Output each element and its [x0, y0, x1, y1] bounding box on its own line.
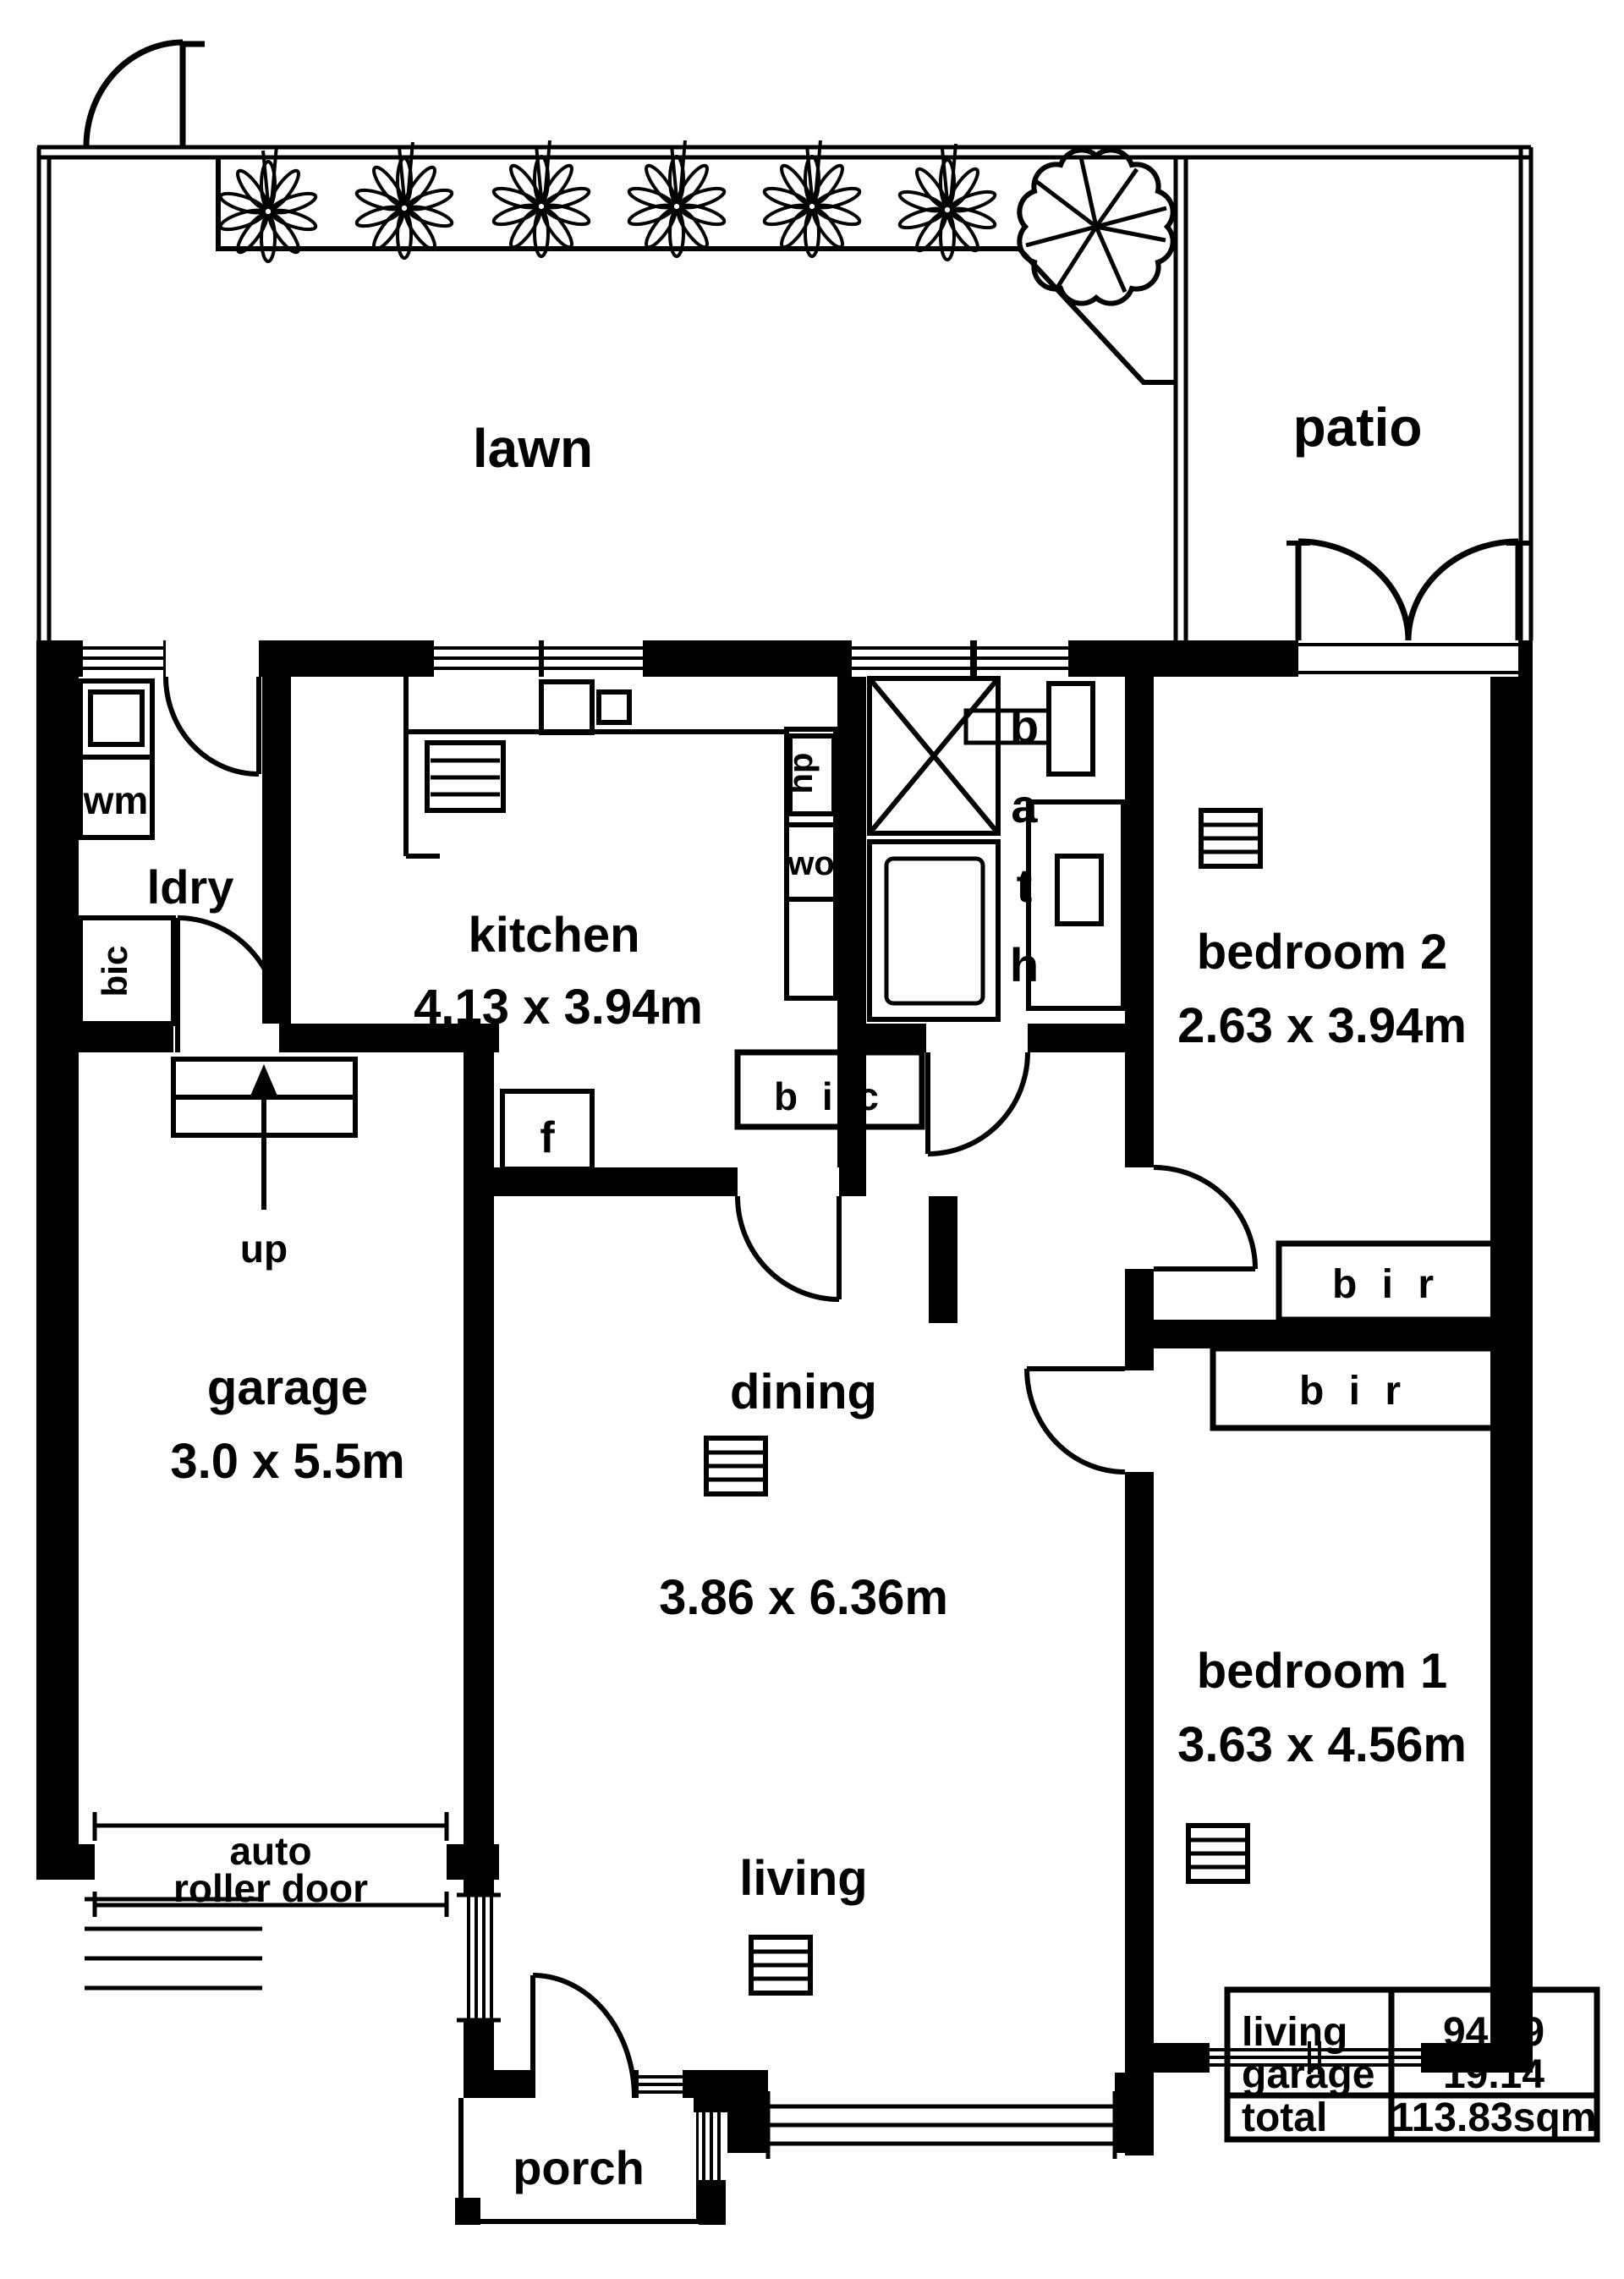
- table-row-label: living: [1242, 2010, 1348, 2055]
- lawn-label: lawn: [472, 418, 594, 479]
- table-row-value: 19.14: [1442, 2052, 1545, 2097]
- bedroom2-dims: 2.63 x 3.94m: [1177, 998, 1467, 1053]
- bedroom1-dims: 3.63 x 4.56m: [1177, 1717, 1467, 1772]
- svg-text:b i r: b i r: [1331, 1262, 1441, 1307]
- svg-text:wm: wm: [83, 778, 149, 822]
- patio-label: patio: [1292, 397, 1423, 458]
- garage-dims: 3.0 x 5.5m: [170, 1434, 405, 1489]
- living-south-window-icon: [768, 2091, 1115, 2159]
- kitchen-dims: 4.13 x 3.94m: [414, 980, 703, 1035]
- table-row-value: 94.69: [1442, 2010, 1545, 2055]
- kitchen-window-icon: [434, 640, 643, 677]
- svg-text:bic: bic: [95, 945, 134, 997]
- svg-text:a: a: [1011, 779, 1038, 832]
- laundry-label: ldry: [146, 860, 234, 914]
- svg-text:h: h: [1009, 938, 1040, 991]
- garage-label: garage: [206, 1360, 369, 1415]
- bedroom2-label: bedroom 2: [1196, 925, 1448, 980]
- living-dining-dims: 3.86 x 6.36m: [659, 1570, 948, 1625]
- entry-side-window-icon: [639, 2070, 683, 2098]
- svg-text:b i r: b i r: [1298, 1369, 1408, 1414]
- laundry-window-icon: [83, 640, 163, 677]
- porch-east-window-icon: [699, 2112, 726, 2180]
- kitchen-label: kitchen: [468, 908, 640, 963]
- svg-text:hp: hp: [782, 752, 820, 794]
- svg-text:auto: auto: [229, 1829, 312, 1873]
- svg-text:up: up: [239, 1227, 288, 1271]
- svg-text:wo: wo: [787, 845, 835, 882]
- table-row-value: 113.83sqm: [1391, 2095, 1597, 2140]
- dining-label: dining: [730, 1365, 877, 1420]
- bedroom1-label: bedroom 1: [1196, 1644, 1448, 1699]
- table-row-label: total: [1242, 2095, 1328, 2140]
- porch-label: porch: [513, 2141, 645, 2194]
- living-label: living: [739, 1851, 868, 1906]
- svg-text:roller door: roller door: [173, 1866, 369, 1910]
- table-row-label: garage: [1242, 2052, 1375, 2097]
- svg-text:b i c: b i c: [773, 1074, 886, 1118]
- bath-window-icon: [852, 640, 1068, 677]
- svg-text:b: b: [1009, 700, 1040, 753]
- svg-text:f: f: [540, 1113, 555, 1162]
- svg-text:t: t: [1016, 859, 1033, 912]
